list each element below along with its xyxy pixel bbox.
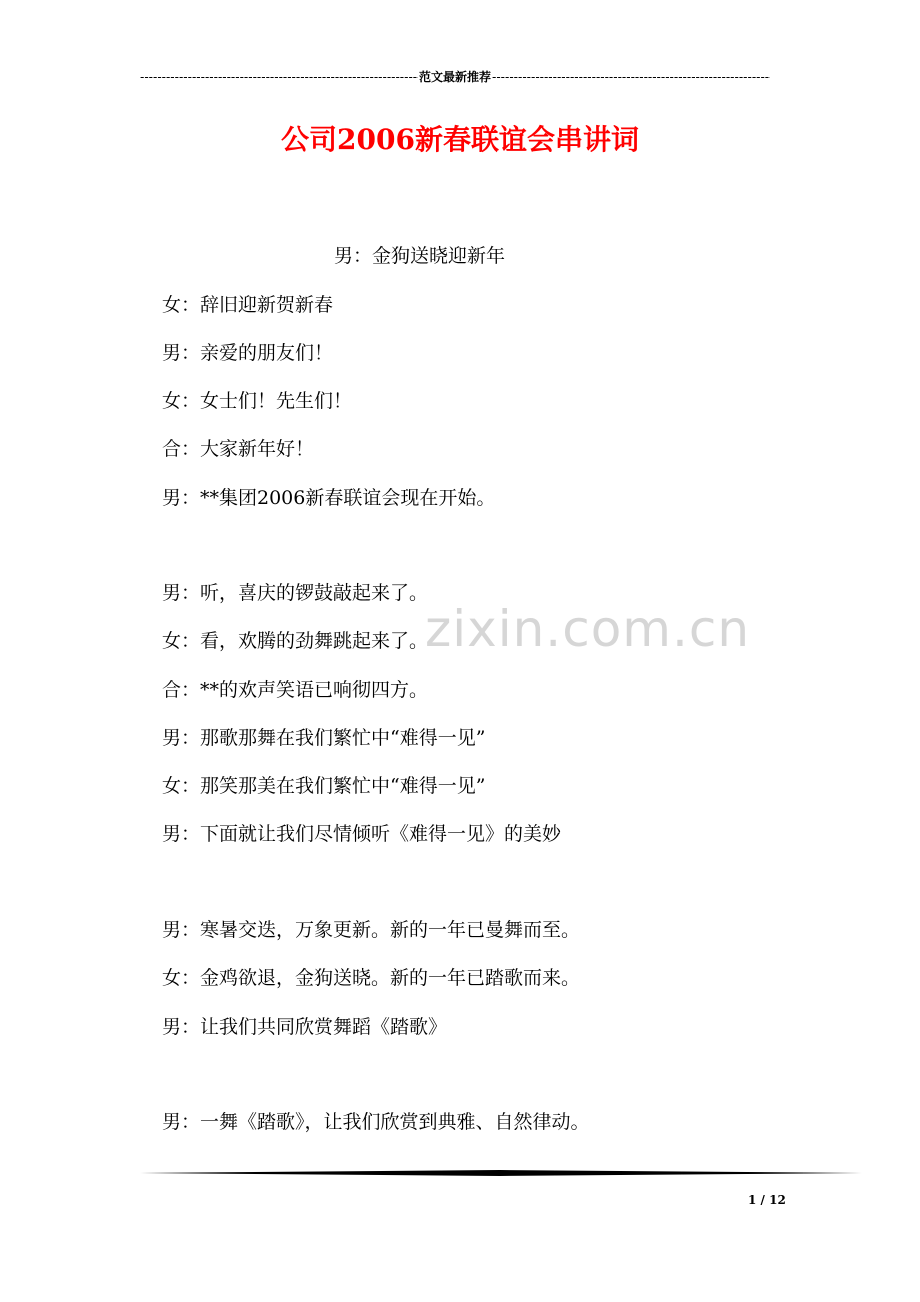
script-line: 女：辞旧迎新贺新春 <box>162 294 334 316</box>
script-line: 合：**的欢声笑语已响彻四方。 <box>162 679 429 701</box>
script-line: 女：金鸡欲退，金狗送晓。新的一年已踏歌而来。 <box>162 967 581 989</box>
script-line: 男：听，喜庆的锣鼓敲起来了。 <box>162 582 429 604</box>
document-title: 公司2006新春联谊会串讲词 <box>281 123 639 156</box>
script-line: 女：看，欢腾的劲舞跳起来了。 <box>162 630 429 652</box>
script-line: 男：让我们共同欣赏舞蹈《踏歌》 <box>162 1016 448 1038</box>
script-line: 女：女士们！先生们！ <box>162 390 353 412</box>
script-line: 女：那笑那美在我们繁忙中“难得一见” <box>162 775 486 797</box>
script-line: 男：下面就让我们尽情倾听《难得一见》的美妙 <box>162 823 562 845</box>
header-rule-right <box>492 70 770 84</box>
script-line: 男：那歌那舞在我们繁忙中“难得一见” <box>162 727 486 749</box>
page-header <box>140 68 770 85</box>
header-label: 范文最新推荐 <box>419 70 492 84</box>
script-line: 男：亲爱的朋友们！ <box>162 342 334 364</box>
header-rule-left <box>140 70 418 84</box>
script-line: 男：一舞《踏歌》，让我们欣赏到典雅、自然律动。 <box>162 1111 590 1133</box>
script-line: 男：金狗送晓迎新年 <box>334 245 506 267</box>
page-number: 1 / 12 <box>748 1193 786 1207</box>
script-line: 男：**集团2006新春联谊会现在开始。 <box>162 487 496 509</box>
script-line: 男：寒暑交迭，万象更新。新的一年已曼舞而至。 <box>162 919 581 941</box>
script-line: 合：大家新年好！ <box>162 438 315 460</box>
footer-rule <box>140 1168 862 1178</box>
watermark: zixin.com.cn <box>425 600 751 658</box>
